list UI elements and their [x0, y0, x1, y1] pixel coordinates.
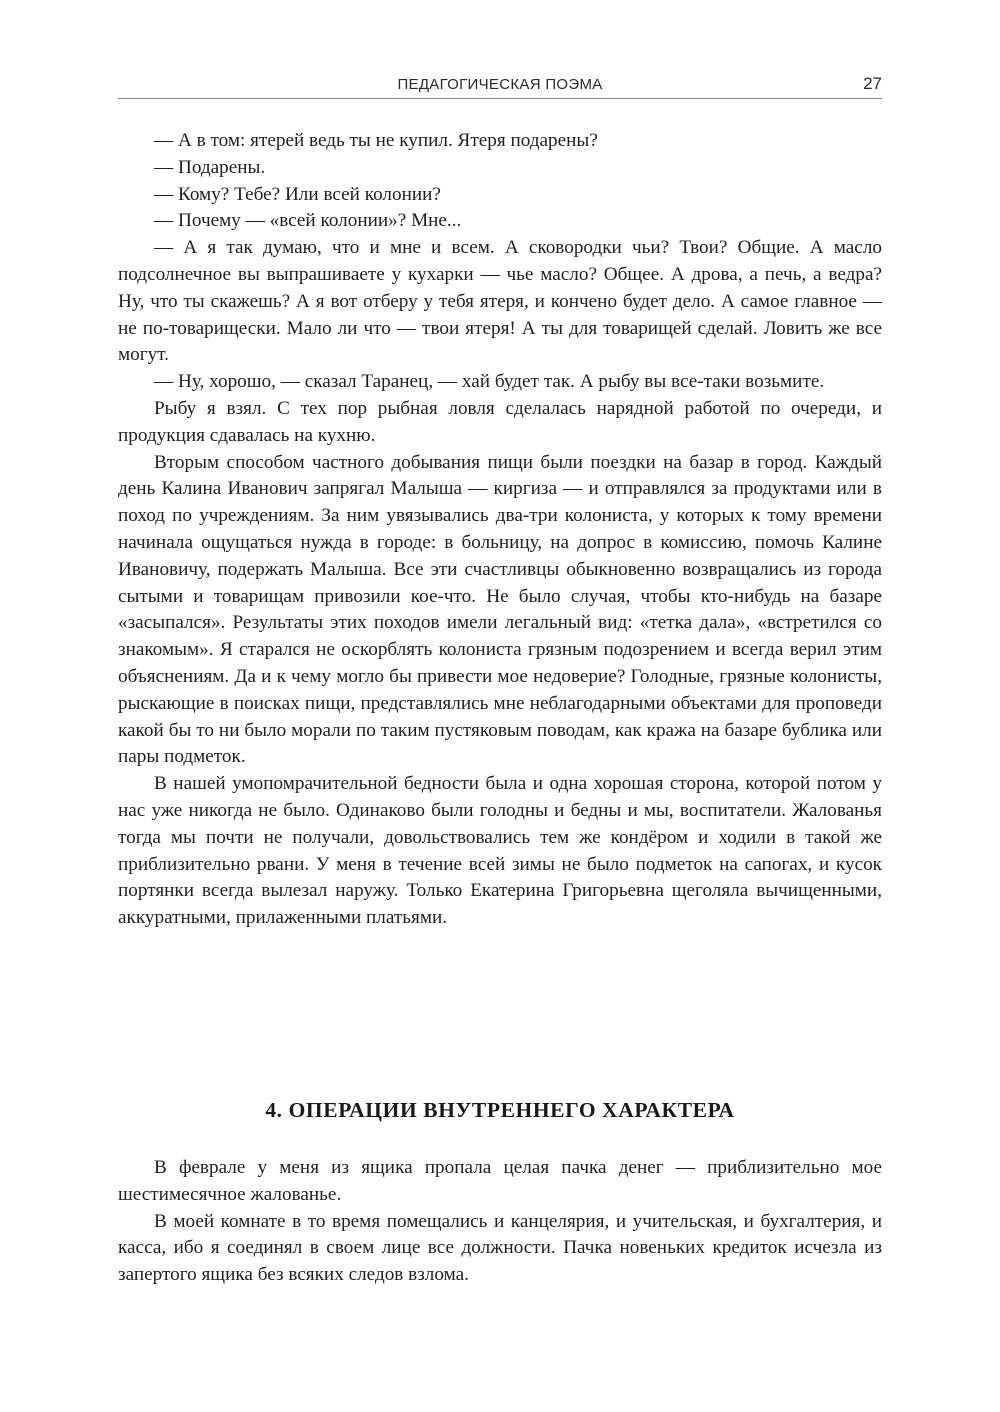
paragraph: — Подарены.	[154, 156, 266, 178]
paragraph: — А в том: ятерей ведь ты не купил. Ятеря подарены?	[154, 130, 598, 151]
running-title: ПЕДАГОГИЧЕСКАЯ ПОЭМА	[397, 76, 603, 93]
paragraph: В моей комнате в то время помещались и канцелярия, и учительская, и бухгалтерия, и касса, ибо я соединял в своем лице все должности. Пачка новеньких кредиток исчезла из запертого ящика без всяких следов взлома.	[118, 1210, 882, 1286]
paragraph: Вторым способом частного добывания пищи были поездки на базар в город. Каждый день Калина Иванович запрягал Малыша — киргиза — и отправлялся за продуктами или в поход по учреждениям. За ним увязывались два-три колониста, у которых к тому времени начинала ощущаться нужда в городе: в больницу, на допрос в комиссию, помочь Калине Ивановичу, подержать Малыша. Все эти счастливцы обыкновенно возвращались из города сытыми и товарищам привозили кое-что. Не было случая, чтобы кто-нибудь на базаре «засыпался». Результаты этих походов имели легальный вид: «тетка дала», «встретился со знакомым». Я старался не оскорблять колониста грязным подозрением и всегда верил этим объяснениям. Да и к чему могло бы привести мое недоверие? Голодные, грязные колонисты, рыскающие в поисках пищи, представлялись мне неблагодарными объектами для проповеди какой бы то ни было морали по таким пустяковым поводам, как кража на базаре бублика или пары подметок.	[118, 451, 882, 768]
body-text-top	[118, 128, 882, 932]
body-text-bottom	[118, 1155, 882, 1289]
paragraph: В нашей умопомрачительной бедности была и одна хорошая сторона, которой потом у нас уже никогда не было. Одинаково были голодны и бедны и мы, воспитатели. Жалованья тогда мы почти не получали, довольствовались тем же кондёром и ходили в такой же приблизительно рвани. У меня в течение всей зимы не было подметок на сапогах, и кусок портянки всегда вылезал наружу. Только Екатерина Григорьевна щеголяла вычищенными, аккуратными, прилаженными платьями.	[118, 773, 882, 929]
paragraph: — Почему — «всей колонии»? Мне...	[154, 210, 462, 232]
paragraph: — Кому? Тебе? Или всей колонии?	[154, 183, 441, 205]
chapter-heading: 4. ОПЕРАЦИИ ВНУТРЕННЕГО ХАРАКТЕРА	[265, 1098, 735, 1122]
paragraph: — А я так думаю, что и мне и всем. А сковородки чьи? Твои? Общие. А масло подсолнечное вы выпрашиваете у кухарки — чье масло? Общее. А дрова, а печь, а ведра? Ну, что ты скажешь? А я вот отберу у тебя ятеря, и кончено будет дело. А самое главное — не по-товарищески. Мало ли что — твои ятеря! А ты для товарищей сделай. Ловить же все могут.	[118, 237, 882, 366]
paragraph: Рыбу я взял. С тех пор рыбная ловля сделалась нарядной работой по очереди, и продукция сдавалась на кухню.	[118, 397, 882, 446]
paragraph: — Ну, хорошо, — сказал Таранец, — хай будет так. А рыбу вы все-таки возьмите.	[154, 371, 825, 393]
paragraph: В феврале у меня из ящика пропала целая пачка денег — приблизительно мое шестимесячное жалованье.	[118, 1157, 882, 1205]
running-header	[118, 74, 882, 99]
page-number: 27	[863, 74, 882, 93]
